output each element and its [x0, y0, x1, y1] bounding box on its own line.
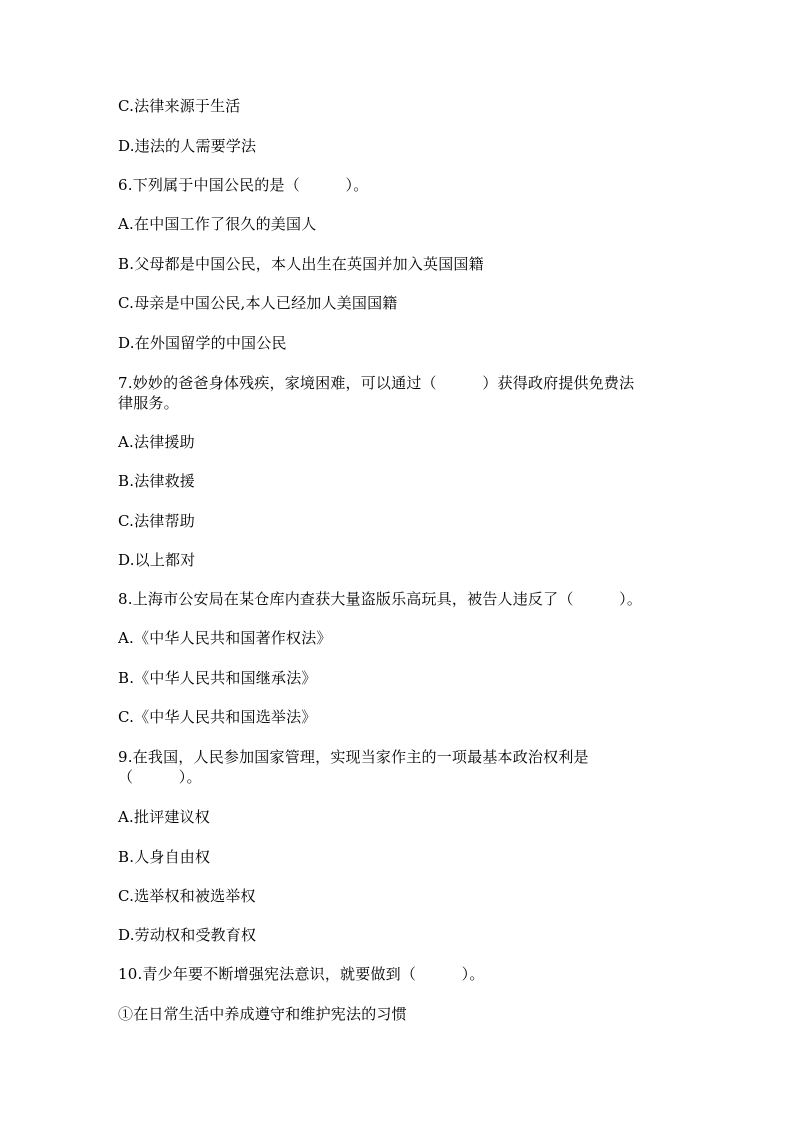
option-8b: B.《中华人民共和国继承法》: [118, 669, 317, 687]
option-8a: A.《中华人民共和国著作权法》: [118, 629, 332, 647]
option-7b: B.法律救援: [118, 472, 195, 490]
statement-10-1: ①在日常生活中养成遵守和维护宪法的习惯: [118, 1005, 407, 1023]
option-8c: C.《中华人民共和国选举法》: [118, 708, 317, 726]
option-9a: A.批评建议权: [118, 808, 211, 826]
question-7-line2: 律服务。: [118, 394, 179, 412]
question-8: 8.上海市公安局在某仓库内查获大量盗版乐高玩具，被告人违反了（ ）。: [118, 590, 643, 608]
option-5c: C.法律来源于生活: [118, 97, 241, 115]
option-9b: B.人身自由权: [118, 848, 211, 866]
option-6a: A.在中国工作了很久的美国人: [118, 215, 317, 233]
question-6: 6.下列属于中国公民的是（ ）。: [118, 176, 369, 194]
option-7d: D.以上都对: [118, 551, 196, 569]
option-5d: D.违法的人需要学法: [118, 137, 257, 155]
question-9-line2: （ ）。: [118, 768, 202, 786]
option-6d: D.在外国留学的中国公民: [118, 334, 287, 352]
option-7c: C.法律帮助: [118, 512, 195, 530]
option-9c: C.选举权和被选举权: [118, 887, 256, 905]
option-7a: A.法律援助: [118, 433, 195, 451]
question-9-line1: 9.在我国，人民参加国家管理，实现当家作主的一项最基本政治权利是: [118, 748, 589, 766]
question-10: 10.青少年要不断增强宪法意识，就要做到（ ）。: [118, 965, 485, 983]
option-9d: D.劳动权和受教育权: [118, 926, 257, 944]
question-7-line1: 7.妙妙的爸爸身体残疾，家境困难，可以通过（ ）获得政府提供免费法: [118, 374, 635, 392]
option-6b: B.父母都是中国公民，本人出生在英国并加入英国国籍: [118, 255, 484, 273]
option-6c: C.母亲是中国公民,本人已经加人美国国籍: [118, 294, 398, 312]
